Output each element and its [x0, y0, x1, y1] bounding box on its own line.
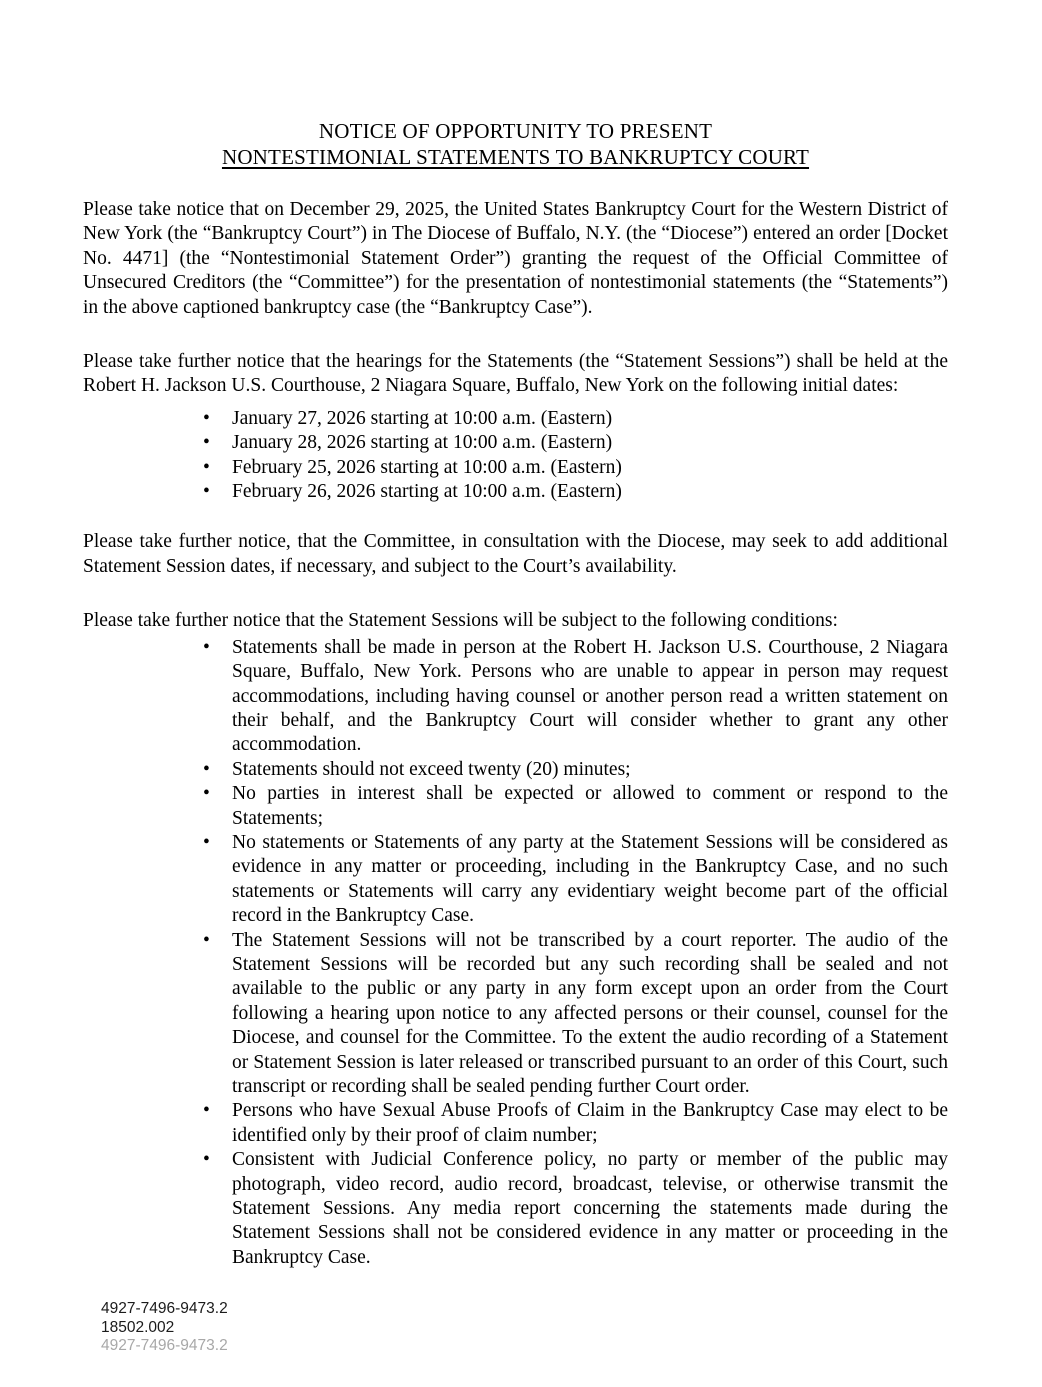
condition-item: • Statements should not exceed twenty (20) minutes; — [83, 758, 948, 782]
footer-clipped-line: 4927-7496-9473.2 — [101, 1337, 228, 1354]
session-date-item: • February 26, 2026 starting at 10:00 a.m. (Eastern) — [83, 480, 948, 504]
intro-paragraph: Please take notice that on December 29, 2025, the United States Bankruptcy Court for the Western District of New York (the “Bankruptcy Court”) in The Diocese of Buffalo, N.Y. (the “Diocese”) entered an order [Docket No. 4471] (the “Nontestimonial Statement Order”) granting the request of the Official Committee of Unsecured Creditors (the “Committee”) for the presentation of nontestimonial statements (the “Statements”) in the above captioned bankruptcy case (the “Bankruptcy Case”). — [83, 199, 948, 318]
session-dates-list — [83, 407, 948, 505]
conditions-list — [83, 636, 948, 1271]
condition-item: • No statements or Statements of any party at the Statement Sessions will be considered as evidence in any matter or proceeding, including in the Bankruptcy Case, and no such statements or Statements will carry any evidentiary weight become part of the official record in the Bankruptcy Case. — [83, 831, 948, 929]
condition-item: • Statements shall be made in person at the Robert H. Jackson U.S. Courthouse, 2 Niagara Square, Buffalo, New York. Persons who are unable to appear in person may request accommodations, including having counsel or another person read a written statement on their behalf, and the Bankruptcy Court will consider whether to grant any other accommodation. — [83, 636, 948, 758]
session-date-item: • January 28, 2026 starting at 10:00 a.m. (Eastern) — [83, 431, 948, 455]
title-line-2: NONTESTIMONIAL STATEMENTS TO BANKRUPTCY COURT — [221, 145, 810, 169]
hearing-notice-paragraph: Please take further notice that the hearings for the Statements (the “Statement Sessions”) shall be held at the Robert H. Jackson U.S. Courthouse, 2 Niagara Square, Buffalo, New York on the following initial dates: — [83, 351, 948, 397]
document-footer — [101, 1300, 228, 1354]
session-date-item: • February 25, 2026 starting at 10:00 a.m. (Eastern) — [83, 456, 948, 480]
condition-item: • The Statement Sessions will not be transcribed by a court reporter. The audio of the Statement Sessions will be recorded but any such recording shall be sealed and not available to the public or any party in any form except upon an order from the Court following a hearing upon notice to any affected persons or their counsel, counsel for the Diocese, and counsel for the Committee. To the extent the audio recording of a Statement or Statement Session is later released or transcribed pursuant to an order of this Court, such transcript or recording shall be sealed pending further Court order. — [83, 929, 948, 1100]
footer-matter-number: 18502.002 — [101, 1318, 175, 1336]
additional-dates-paragraph: Please take further notice, that the Committee, in consultation with the Diocese, may seek to add additional Statement Session dates, if necessary, and subject to the Court’s availability. — [83, 531, 948, 577]
condition-item: • Persons who have Sexual Abuse Proofs of Claim in the Bankruptcy Case may elect to be identified only by their proof of claim number; — [83, 1099, 948, 1148]
footer-doc-id: 4927-7496-9473.2 — [101, 1300, 228, 1317]
session-date-item: • January 27, 2026 starting at 10:00 a.m. (Eastern) — [83, 407, 948, 431]
condition-item: • No parties in interest shall be expected or allowed to comment or respond to the Statements; — [83, 782, 948, 831]
condition-item: • Consistent with Judicial Conference policy, no party or member of the public may photograph, video record, audio record, broadcast, televise, or otherwise transmit the Statement Sessions. Any media report concerning the statements made during the Statement Sessions shall not be considered evidence in any matter or proceeding in the Bankruptcy Case. — [83, 1148, 948, 1270]
title-line-1: NOTICE OF OPPORTUNITY TO PRESENT — [318, 119, 713, 143]
notice-title — [83, 118, 948, 170]
conditions-intro: Please take further notice that the Statement Sessions will be subject to the following conditions: — [83, 610, 838, 632]
